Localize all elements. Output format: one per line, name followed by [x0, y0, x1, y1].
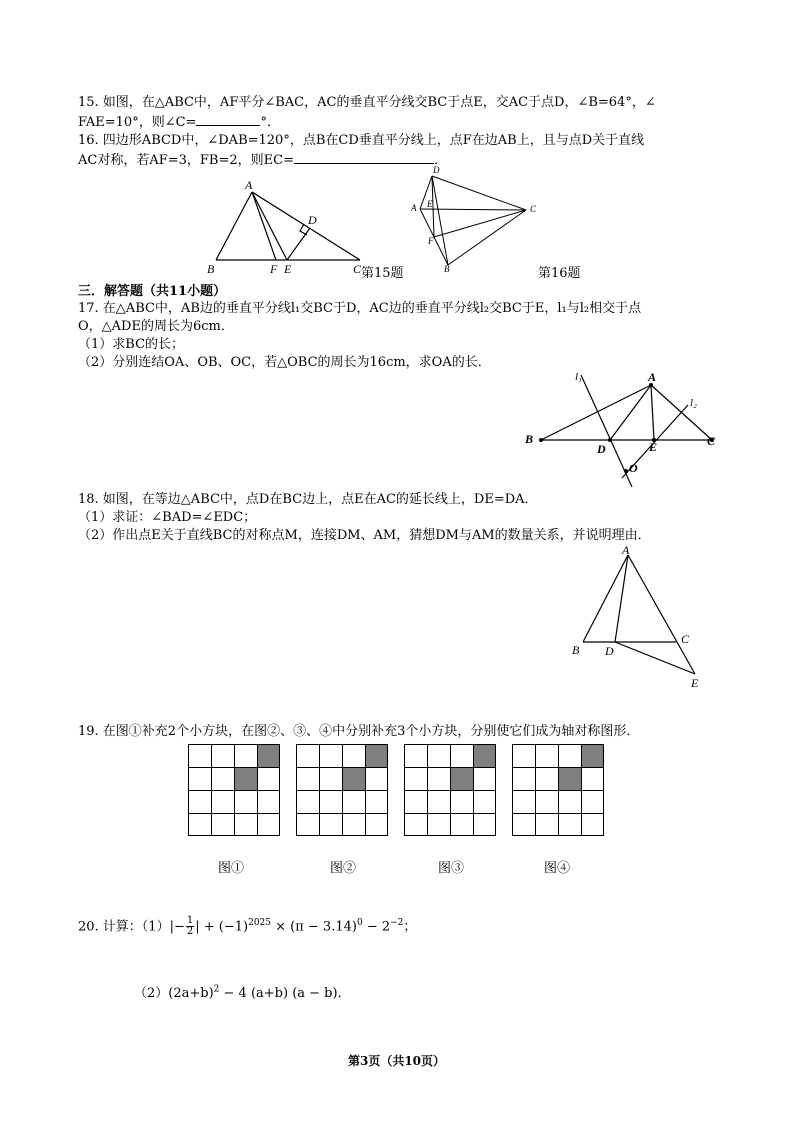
q15-line2-text: FAE=10°，则∠C=: [78, 115, 197, 130]
grid-cell[interactable]: [404, 813, 427, 836]
q19-line1: 19. 在图①补充2个小方块，在图②、③、④中分别补充3个小方块，分别使它们成为轴对称图形．: [78, 724, 640, 739]
q15-line1: 15. 如图，在△ABC中，AF平分∠BAC，AC的垂直平分线交BC于点E，交AC于点D，∠B=64°，∠: [78, 95, 656, 110]
fig16-label-b: B: [444, 264, 450, 274]
grid-cell[interactable]: [581, 813, 604, 836]
grid-cell[interactable]: [188, 790, 211, 813]
grid-cell[interactable]: [450, 813, 473, 836]
fig17-label-d: D: [597, 442, 606, 456]
grid-cell[interactable]: [450, 790, 473, 813]
grid-cell[interactable]: [473, 744, 496, 767]
fig18-label-c: C: [681, 632, 690, 646]
fig17-label-a: A: [648, 370, 657, 384]
q20-part2-a: （2）(2a+b): [134, 986, 214, 1001]
q16-line1: 16. 四边形ABCD中，∠DAB=120°，点B在CD垂直平分线上，点F在边AB上，且与点D关于直线: [78, 133, 645, 148]
grid-cell[interactable]: [558, 744, 581, 767]
grid-cell[interactable]: [365, 813, 388, 836]
grid-cell[interactable]: [535, 813, 558, 836]
grid-cell[interactable]: [365, 767, 388, 790]
q20-fraction-den: 2: [186, 926, 194, 938]
fig15-label-b: B: [207, 262, 215, 276]
grid-cell[interactable]: [427, 744, 450, 767]
fig17-label-l2: l₂: [690, 397, 697, 409]
grid-cell[interactable]: [473, 813, 496, 836]
q20-exp-2025: 2025: [248, 918, 271, 928]
fig15-label-d: D: [308, 213, 317, 227]
page-footer: 第3页（共10页）: [347, 1054, 446, 1068]
grid-cell[interactable]: [319, 744, 342, 767]
grid-cell[interactable]: [558, 790, 581, 813]
grid-cell[interactable]: [473, 790, 496, 813]
grid-cell[interactable]: [296, 813, 319, 836]
q20-prefix: 20. 计算：（1）: [78, 919, 170, 935]
q20-part2-b: − 4 (a+b) (a − b)．: [219, 986, 351, 1001]
q20-part2: [134, 982, 351, 1001]
grid-cell[interactable]: [296, 767, 319, 790]
fig17-label-e: E: [649, 440, 658, 454]
grid-cell[interactable]: [558, 813, 581, 836]
q20-expr-end: ；: [403, 919, 417, 935]
grid-cell[interactable]: [234, 767, 257, 790]
grid-cell[interactable]: [188, 767, 211, 790]
grid-cell[interactable]: [512, 744, 535, 767]
grid-cell[interactable]: [319, 790, 342, 813]
grid-cell[interactable]: [188, 813, 211, 836]
grid-cell[interactable]: [257, 790, 280, 813]
grid-cell[interactable]: [257, 767, 280, 790]
q16-line2-end: ．: [433, 153, 447, 168]
grid-cell[interactable]: [404, 767, 427, 790]
fig15-label-a: A: [245, 178, 253, 192]
grid-caption-2: 图②: [330, 861, 357, 876]
grid-figure-4[interactable]: [512, 744, 605, 837]
q20-fraction: [186, 916, 194, 937]
grid-cell[interactable]: [211, 813, 234, 836]
fig15-caption: 第15题: [361, 266, 404, 281]
grid-cell[interactable]: [211, 790, 234, 813]
fig18-label-b: B: [572, 643, 580, 657]
grid-figure-2[interactable]: [296, 744, 389, 837]
grid-cell[interactable]: [450, 767, 473, 790]
fig16-label-c: C: [530, 204, 537, 214]
grid-cell[interactable]: [365, 744, 388, 767]
grid-caption-3: 图③: [438, 861, 465, 876]
grid-cell[interactable]: [365, 790, 388, 813]
grid-cell[interactable]: [257, 813, 280, 836]
grid-cell[interactable]: [404, 744, 427, 767]
grid-cell[interactable]: [473, 767, 496, 790]
q20-exp-neg2: −2: [390, 918, 404, 928]
grid-cell[interactable]: [512, 767, 535, 790]
q15-line2-end: °．: [260, 115, 280, 130]
q20-expr-part-c: × (π − 3.14): [271, 919, 357, 935]
fig15-label-f: F: [270, 262, 278, 276]
q16-line2-text: AC对称，若AF=3，FB=2，则EC=: [78, 153, 294, 168]
q20-expr-part-d: − 2: [362, 919, 391, 935]
fig17-label-l1: l₁: [575, 371, 582, 383]
q20-expr-part-b: | + (−1): [195, 919, 249, 935]
grid-cell[interactable]: [188, 744, 211, 767]
q20-expr-abs-open: |−: [169, 919, 185, 935]
q18-part1: （1）求证：∠BAD=∠EDC；: [78, 510, 257, 525]
grid-cell[interactable]: [535, 744, 558, 767]
grid-cell[interactable]: [427, 813, 450, 836]
grid-cell[interactable]: [257, 744, 280, 767]
fig18-segment-ae: [628, 555, 695, 674]
grid-cell[interactable]: [319, 813, 342, 836]
grid-cell[interactable]: [581, 767, 604, 790]
q18-part2: （2）作出点E关于直线BC的对称点M，连接DM、AM，猜想DM与AM的数量关系，并说明理由．: [78, 528, 651, 543]
grid-cell[interactable]: [319, 767, 342, 790]
grid-cell[interactable]: [342, 813, 365, 836]
q20-fraction-num: 1: [186, 915, 194, 927]
fig16-label-f: F: [428, 236, 434, 246]
grid-cell[interactable]: [404, 790, 427, 813]
q20-exp-0: 0: [356, 918, 363, 928]
fig17-label-c: C: [707, 434, 716, 448]
grid-cell[interactable]: [535, 767, 558, 790]
grid-cell[interactable]: [342, 744, 365, 767]
grid-cell[interactable]: [211, 744, 234, 767]
q18-line1: 18. 如图，在等边△ABC中，点D在BC边上，点E在AC的延长线上，DE=DA．: [78, 492, 538, 507]
grid-cell[interactable]: [581, 790, 604, 813]
fig16-label-a: A: [411, 203, 417, 213]
fig18-label-e: E: [691, 676, 699, 690]
grid-cell[interactable]: [234, 813, 257, 836]
grid-cell[interactable]: [450, 744, 473, 767]
grid-cell[interactable]: [296, 790, 319, 813]
fig17-label-o: O: [629, 461, 638, 475]
section-heading: 三．解答题（共11小题）: [78, 284, 227, 299]
q17-part2: （2）分别连结OA、OB、OC，若△OBC的周长为16cm，求OA的长．: [78, 355, 491, 370]
fig18-label-d: D: [605, 644, 614, 658]
grid-cell[interactable]: [342, 790, 365, 813]
grid-caption-4: 图④: [544, 861, 571, 876]
fig15-label-e: E: [284, 262, 292, 276]
fig16-label-e: E: [427, 199, 433, 209]
grid-figure-1[interactable]: [188, 744, 281, 837]
fig16-label-d: D: [433, 165, 440, 175]
fig18-label-a: A: [622, 543, 630, 557]
grid-cell[interactable]: [342, 767, 365, 790]
fig17-label-b: B: [525, 432, 534, 446]
grid-cell[interactable]: [512, 790, 535, 813]
q17-line1: 17. 在△ABC中，AB边的垂直平分线l₁交BC于D，AC边的垂直平分线l₂交BC于E，l₁与l₂相交于点: [78, 301, 642, 316]
grid-cell[interactable]: [427, 790, 450, 813]
grid-cell[interactable]: [512, 813, 535, 836]
grid-cell[interactable]: [558, 767, 581, 790]
grid-cell[interactable]: [535, 790, 558, 813]
grid-caption-1: 图①: [218, 861, 245, 876]
q20-line1: [78, 912, 416, 938]
fig16-caption: 第16题: [538, 266, 581, 281]
grid-figure-3[interactable]: [404, 744, 497, 837]
q17-part1: （1）求BC的长；: [78, 337, 185, 352]
grid-cell[interactable]: [427, 767, 450, 790]
q20-part2-exp: 2: [213, 984, 220, 995]
fig15-label-c: C: [353, 262, 362, 276]
grid-cell[interactable]: [296, 744, 319, 767]
grid-cell[interactable]: [234, 790, 257, 813]
grid-cell[interactable]: [234, 744, 257, 767]
q17-line2: O，△ADE的周长为6cm．: [78, 319, 234, 334]
grid-cell[interactable]: [581, 744, 604, 767]
grid-cell[interactable]: [211, 767, 234, 790]
